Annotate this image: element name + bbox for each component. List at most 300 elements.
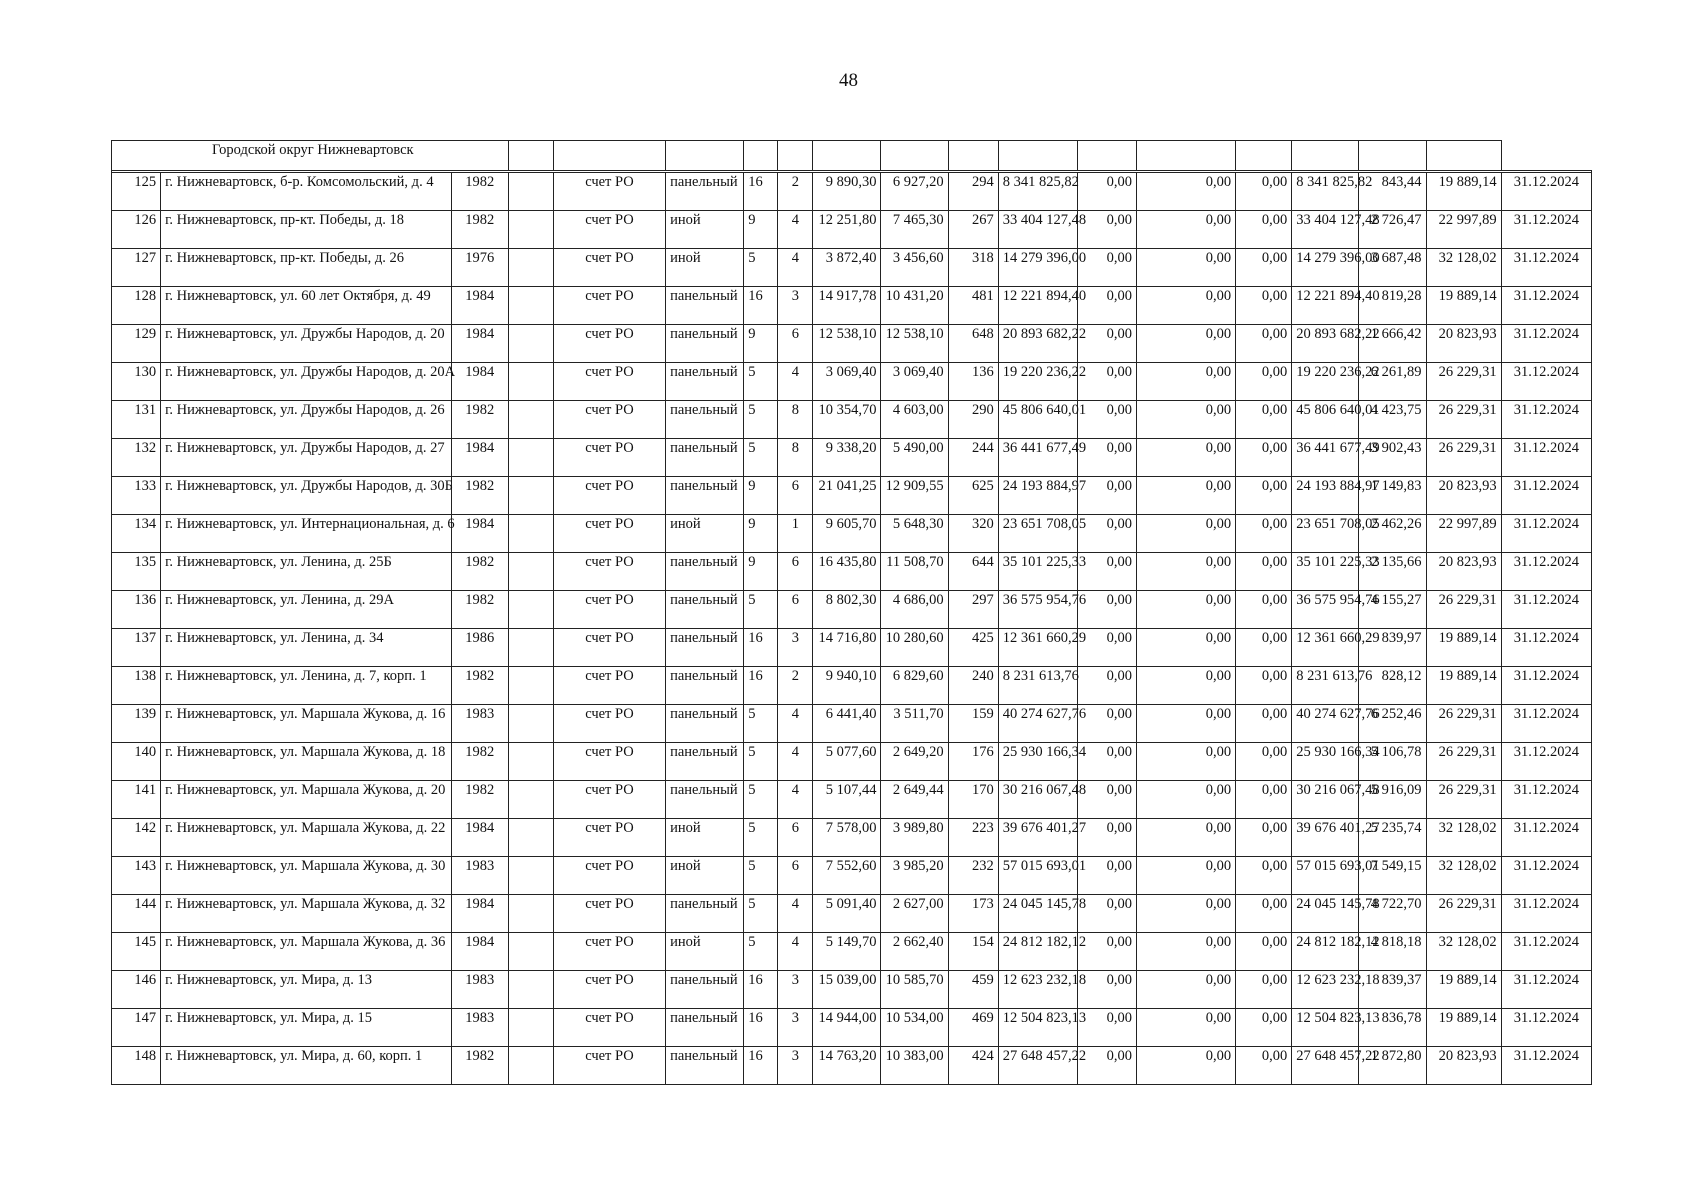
max-specific-cost-cell: 32 128,02: [1426, 249, 1501, 287]
blank-cell-cell: [508, 1047, 553, 1085]
floors-cell: 5: [744, 363, 778, 401]
fund-method-cell: счет РО: [553, 287, 665, 325]
cost-regional-cell: 0,00: [1136, 819, 1235, 857]
total-area-cell: 9 605,70: [813, 515, 881, 553]
floors-cell: 5: [744, 895, 778, 933]
cost-owners-cell: 19 220 236,22: [1292, 363, 1359, 401]
entrances-cell: 3: [778, 287, 813, 325]
year-built-cell: 1984: [451, 287, 508, 325]
deadline-cell: 31.12.2024: [1501, 1047, 1591, 1085]
specific-cost-cell: 4 423,75: [1359, 401, 1426, 439]
total-area-cell: 5 107,44: [813, 781, 881, 819]
total-cost-cell: 33 404 127,48: [998, 211, 1077, 249]
cost-federal-cell: 0,00: [1077, 553, 1136, 591]
address-cell: г. Нижневартовск, ул. Маршала Жукова, д. 16: [161, 705, 452, 743]
cost-regional-cell: 0,00: [1136, 173, 1235, 211]
cost-federal-cell: 0,00: [1077, 591, 1136, 629]
cost-regional-cell: 0,00: [1136, 591, 1235, 629]
cost-local-cell: 0,00: [1236, 591, 1292, 629]
residents-cell: 625: [948, 477, 998, 515]
fund-method-cell: счет РО: [553, 1047, 665, 1085]
total-area-cell: 14 944,00: [813, 1009, 881, 1047]
living-area-cell: 10 431,20: [881, 287, 948, 325]
year-built-cell: 1982: [451, 667, 508, 705]
blank-cell-cell: [508, 211, 553, 249]
table-row: [112, 819, 1592, 857]
living-area-cell: 12 538,10: [881, 325, 948, 363]
cost-federal-cell: 0,00: [1077, 325, 1136, 363]
cost-owners-cell: 8 231 613,76: [1292, 667, 1359, 705]
cost-owners-cell: 35 101 225,33: [1292, 553, 1359, 591]
residents-cell: 173: [948, 895, 998, 933]
residents-cell: 294: [948, 173, 998, 211]
wall-material-cell: панельный: [666, 781, 744, 819]
wall-material-cell: панельный: [666, 895, 744, 933]
blank-cell-cell: [508, 933, 553, 971]
specific-cost-cell: 1 666,42: [1359, 325, 1426, 363]
cost-regional-cell: 0,00: [1136, 553, 1235, 591]
fund-method-cell: счет РО: [553, 857, 665, 895]
cost-local-cell: 0,00: [1236, 1009, 1292, 1047]
fund-method-cell: счет РО: [553, 401, 665, 439]
living-area-cell: 3 456,60: [881, 249, 948, 287]
specific-cost-cell: 5 106,78: [1359, 743, 1426, 781]
specific-cost-cell: 4 818,18: [1359, 933, 1426, 971]
address-cell: г. Нижневартовск, ул. Дружбы Народов, д. 30Б: [161, 477, 452, 515]
floors-cell: 5: [744, 743, 778, 781]
residents-cell: 297: [948, 591, 998, 629]
deadline-cell: 31.12.2024: [1501, 249, 1591, 287]
year-built-cell: 1983: [451, 857, 508, 895]
cost-owners-cell: 14 279 396,00: [1292, 249, 1359, 287]
row-number-cell: 131: [112, 401, 161, 439]
residents-cell: 644: [948, 553, 998, 591]
cost-local-cell: 0,00: [1236, 173, 1292, 211]
blank-cell-cell: [508, 401, 553, 439]
cost-regional-cell: 0,00: [1136, 477, 1235, 515]
living-area-cell: 5 490,00: [881, 439, 948, 477]
cost-regional-cell: 0,00: [1136, 933, 1235, 971]
wall-material-cell: иной: [666, 933, 744, 971]
cost-owners-cell: 40 274 627,76: [1292, 705, 1359, 743]
cost-local-cell: 0,00: [1236, 287, 1292, 325]
cost-owners-cell: 30 216 067,48: [1292, 781, 1359, 819]
blank-cell-cell: [508, 439, 553, 477]
cost-local-cell: 0,00: [1236, 401, 1292, 439]
cost-regional-cell: 0,00: [1136, 363, 1235, 401]
total-area-cell: 21 041,25: [813, 477, 881, 515]
total-area-cell: 12 251,80: [813, 211, 881, 249]
cost-owners-cell: 24 812 182,12: [1292, 933, 1359, 971]
year-built-cell: 1982: [451, 591, 508, 629]
table-row: [112, 705, 1592, 743]
entrances-cell: 6: [778, 857, 813, 895]
deadline-cell: 31.12.2024: [1501, 477, 1591, 515]
total-cost-cell: 36 575 954,76: [998, 591, 1077, 629]
row-number-cell: 130: [112, 363, 161, 401]
max-specific-cost-cell: 19 889,14: [1426, 667, 1501, 705]
max-specific-cost-cell: 19 889,14: [1426, 971, 1501, 1009]
wall-material-cell: иной: [666, 857, 744, 895]
cost-owners-cell: 39 676 401,27: [1292, 819, 1359, 857]
floors-cell: 5: [744, 439, 778, 477]
total-cost-cell: 8 231 613,76: [998, 667, 1077, 705]
fund-method-cell: счет РО: [553, 933, 665, 971]
page-number: 48: [839, 70, 858, 91]
cost-federal-cell: 0,00: [1077, 629, 1136, 667]
cost-owners-cell: 23 651 708,05: [1292, 515, 1359, 553]
cost-federal-cell: 0,00: [1077, 857, 1136, 895]
max-specific-cost-cell: 20 823,93: [1426, 1047, 1501, 1085]
total-cost-cell: 12 504 823,13: [998, 1009, 1077, 1047]
year-built-cell: 1984: [451, 819, 508, 857]
total-cost-cell: 27 648 457,22: [998, 1047, 1077, 1085]
wall-material-cell: панельный: [666, 325, 744, 363]
fund-method-cell: счет РО: [553, 249, 665, 287]
total-area-cell: 15 039,00: [813, 971, 881, 1009]
row-number-cell: 147: [112, 1009, 161, 1047]
cost-regional-cell: 0,00: [1136, 971, 1235, 1009]
cost-regional-cell: 0,00: [1136, 781, 1235, 819]
deadline-cell: 31.12.2024: [1501, 971, 1591, 1009]
address-cell: г. Нижневартовск, б-р. Комсомольский, д. 4: [161, 173, 452, 211]
floors-cell: 5: [744, 249, 778, 287]
row-number-cell: 125: [112, 173, 161, 211]
total-cost-cell: 20 893 682,22: [998, 325, 1077, 363]
cost-local-cell: 0,00: [1236, 895, 1292, 933]
living-area-cell: 10 383,00: [881, 1047, 948, 1085]
wall-material-cell: панельный: [666, 363, 744, 401]
total-cost-cell: 23 651 708,05: [998, 515, 1077, 553]
living-area-cell: 4 686,00: [881, 591, 948, 629]
living-area-cell: 3 511,70: [881, 705, 948, 743]
floors-cell: 9: [744, 553, 778, 591]
row-number-cell: 144: [112, 895, 161, 933]
entrances-cell: 2: [778, 667, 813, 705]
floors-cell: 16: [744, 1047, 778, 1085]
cost-regional-cell: 0,00: [1136, 895, 1235, 933]
blank-cell-cell: [508, 1009, 553, 1047]
entrances-cell: 6: [778, 591, 813, 629]
total-cost-cell: 19 220 236,22: [998, 363, 1077, 401]
wall-material-cell: иной: [666, 249, 744, 287]
deadline-cell: 31.12.2024: [1501, 553, 1591, 591]
floors-cell: 5: [744, 705, 778, 743]
floors-cell: 9: [744, 211, 778, 249]
year-built-cell: 1983: [451, 1009, 508, 1047]
cost-owners-cell: 36 575 954,76: [1292, 591, 1359, 629]
year-built-cell: 1982: [451, 743, 508, 781]
cost-federal-cell: 0,00: [1077, 819, 1136, 857]
address-cell: г. Нижневартовск, ул. 60 лет Октября, д. 49: [161, 287, 452, 325]
cost-federal-cell: 0,00: [1077, 211, 1136, 249]
max-specific-cost-cell: 22 997,89: [1426, 211, 1501, 249]
living-area-cell: 6 829,60: [881, 667, 948, 705]
total-area-cell: 9 890,30: [813, 173, 881, 211]
cost-regional-cell: 0,00: [1136, 857, 1235, 895]
cost-federal-cell: 0,00: [1077, 515, 1136, 553]
total-area-cell: 5 149,70: [813, 933, 881, 971]
max-specific-cost-cell: 32 128,02: [1426, 819, 1501, 857]
floors-cell: 5: [744, 933, 778, 971]
entrances-cell: 3: [778, 1047, 813, 1085]
cost-federal-cell: 0,00: [1077, 477, 1136, 515]
blank-cell-cell: [508, 249, 553, 287]
entrances-cell: 4: [778, 895, 813, 933]
floors-cell: 5: [744, 591, 778, 629]
cost-owners-cell: 12 221 894,40: [1292, 287, 1359, 325]
row-number-cell: 134: [112, 515, 161, 553]
blank-cell-cell: [508, 819, 553, 857]
fund-method-cell: счет РО: [553, 363, 665, 401]
entrances-cell: 6: [778, 819, 813, 857]
year-built-cell: 1982: [451, 401, 508, 439]
total-cost-cell: 12 221 894,40: [998, 287, 1077, 325]
address-cell: г. Нижневартовск, ул. Маршала Жукова, д. 32: [161, 895, 452, 933]
table-row: [112, 743, 1592, 781]
residents-cell: 425: [948, 629, 998, 667]
address-cell: г. Нижневартовск, ул. Ленина, д. 25Б: [161, 553, 452, 591]
wall-material-cell: панельный: [666, 439, 744, 477]
total-cost-cell: 12 623 232,18: [998, 971, 1077, 1009]
blank-cell-cell: [508, 325, 553, 363]
total-cost-cell: 12 361 660,29: [998, 629, 1077, 667]
cost-local-cell: 0,00: [1236, 477, 1292, 515]
cost-regional-cell: 0,00: [1136, 401, 1235, 439]
cost-regional-cell: 0,00: [1136, 211, 1235, 249]
blank-cell-cell: [508, 477, 553, 515]
fund-method-cell: счет РО: [553, 743, 665, 781]
table-row: [112, 1009, 1592, 1047]
living-area-cell: 3 989,80: [881, 819, 948, 857]
fund-method-cell: счет РО: [553, 553, 665, 591]
max-specific-cost-cell: 26 229,31: [1426, 781, 1501, 819]
total-area-cell: 9 338,20: [813, 439, 881, 477]
cost-regional-cell: 0,00: [1136, 1047, 1235, 1085]
residents-cell: 176: [948, 743, 998, 781]
entrances-cell: 4: [778, 363, 813, 401]
cost-local-cell: 0,00: [1236, 667, 1292, 705]
living-area-cell: 2 649,20: [881, 743, 948, 781]
cost-local-cell: 0,00: [1236, 249, 1292, 287]
total-cost-cell: 24 045 145,78: [998, 895, 1077, 933]
total-cost-cell: 35 101 225,33: [998, 553, 1077, 591]
fund-method-cell: счет РО: [553, 895, 665, 933]
table-row: [112, 553, 1592, 591]
cost-owners-cell: 25 930 166,34: [1292, 743, 1359, 781]
total-area-cell: 16 435,80: [813, 553, 881, 591]
living-area-cell: 2 649,44: [881, 781, 948, 819]
wall-material-cell: иной: [666, 819, 744, 857]
row-number-cell: 137: [112, 629, 161, 667]
living-area-cell: 11 508,70: [881, 553, 948, 591]
total-area-cell: 7 552,60: [813, 857, 881, 895]
cost-regional-cell: 0,00: [1136, 1009, 1235, 1047]
year-built-cell: 1982: [451, 477, 508, 515]
total-cost-cell: 14 279 396,00: [998, 249, 1077, 287]
row-number-cell: 148: [112, 1047, 161, 1085]
wall-material-cell: панельный: [666, 173, 744, 211]
max-specific-cost-cell: 20 823,93: [1426, 477, 1501, 515]
cost-regional-cell: 0,00: [1136, 515, 1235, 553]
cost-local-cell: 0,00: [1236, 211, 1292, 249]
cost-regional-cell: 0,00: [1136, 629, 1235, 667]
cost-local-cell: 0,00: [1236, 439, 1292, 477]
residents-cell: 136: [948, 363, 998, 401]
specific-cost-cell: 1 872,80: [1359, 1047, 1426, 1085]
cost-owners-cell: 24 045 145,78: [1292, 895, 1359, 933]
deadline-cell: 31.12.2024: [1501, 515, 1591, 553]
cost-owners-cell: 36 441 677,49: [1292, 439, 1359, 477]
wall-material-cell: панельный: [666, 591, 744, 629]
deadline-cell: 31.12.2024: [1501, 895, 1591, 933]
cost-federal-cell: 0,00: [1077, 1047, 1136, 1085]
cost-federal-cell: 0,00: [1077, 1009, 1136, 1047]
specific-cost-cell: 5 916,09: [1359, 781, 1426, 819]
total-area-cell: 14 763,20: [813, 1047, 881, 1085]
living-area-cell: 3 985,20: [881, 857, 948, 895]
residents-cell: 481: [948, 287, 998, 325]
total-area-cell: 14 917,78: [813, 287, 881, 325]
residents-cell: 648: [948, 325, 998, 363]
total-cost-cell: 24 193 884,97: [998, 477, 1077, 515]
row-number-cell: 127: [112, 249, 161, 287]
residents-cell: 320: [948, 515, 998, 553]
specific-cost-cell: 6 252,46: [1359, 705, 1426, 743]
cost-federal-cell: 0,00: [1077, 971, 1136, 1009]
specific-cost-cell: 819,28: [1359, 287, 1426, 325]
year-built-cell: 1982: [451, 1047, 508, 1085]
specific-cost-cell: 843,44: [1359, 173, 1426, 211]
wall-material-cell: панельный: [666, 553, 744, 591]
entrances-cell: 2: [778, 173, 813, 211]
cost-local-cell: 0,00: [1236, 819, 1292, 857]
fund-method-cell: счет РО: [553, 819, 665, 857]
blank-cell-cell: [508, 629, 553, 667]
blank-cell-cell: [508, 553, 553, 591]
residents-cell: 232: [948, 857, 998, 895]
address-cell: г. Нижневартовск, ул. Дружбы Народов, д. 27: [161, 439, 452, 477]
floors-cell: 9: [744, 515, 778, 553]
fund-method-cell: счет РО: [553, 971, 665, 1009]
specific-cost-cell: 4 722,70: [1359, 895, 1426, 933]
total-area-cell: 5 091,40: [813, 895, 881, 933]
row-number-cell: 142: [112, 819, 161, 857]
floors-cell: 16: [744, 173, 778, 211]
address-cell: г. Нижневартовск, ул. Ленина, д. 7, корп. 1: [161, 667, 452, 705]
address-cell: г. Нижневартовск, ул. Маршала Жукова, д. 30: [161, 857, 452, 895]
table-row: [112, 591, 1592, 629]
fund-method-cell: счет РО: [553, 1009, 665, 1047]
cost-local-cell: 0,00: [1236, 325, 1292, 363]
living-area-cell: 10 585,70: [881, 971, 948, 1009]
specific-cost-cell: 4 155,27: [1359, 591, 1426, 629]
total-area-cell: 5 077,60: [813, 743, 881, 781]
fund-method-cell: счет РО: [553, 477, 665, 515]
deadline-cell: 31.12.2024: [1501, 211, 1591, 249]
entrances-cell: 4: [778, 743, 813, 781]
entrances-cell: 3: [778, 1009, 813, 1047]
total-cost-cell: 39 676 401,27: [998, 819, 1077, 857]
deadline-cell: 31.12.2024: [1501, 743, 1591, 781]
row-number-cell: 146: [112, 971, 161, 1009]
max-specific-cost-cell: 20 823,93: [1426, 553, 1501, 591]
deadline-cell: 31.12.2024: [1501, 591, 1591, 629]
residents-cell: 469: [948, 1009, 998, 1047]
wall-material-cell: панельный: [666, 743, 744, 781]
total-cost-cell: 30 216 067,48: [998, 781, 1077, 819]
cost-local-cell: 0,00: [1236, 553, 1292, 591]
max-specific-cost-cell: 19 889,14: [1426, 173, 1501, 211]
residents-cell: 223: [948, 819, 998, 857]
specific-cost-cell: 5 235,74: [1359, 819, 1426, 857]
entrances-cell: 3: [778, 971, 813, 1009]
year-built-cell: 1984: [451, 363, 508, 401]
wall-material-cell: панельный: [666, 629, 744, 667]
housing-registry-table: [111, 140, 1592, 1085]
max-specific-cost-cell: 19 889,14: [1426, 1009, 1501, 1047]
row-number-cell: 138: [112, 667, 161, 705]
fund-method-cell: счет РО: [553, 211, 665, 249]
table-row: [112, 287, 1592, 325]
fund-method-cell: счет РО: [553, 591, 665, 629]
deadline-cell: 31.12.2024: [1501, 667, 1591, 705]
cost-federal-cell: 0,00: [1077, 401, 1136, 439]
residents-cell: 244: [948, 439, 998, 477]
cost-owners-cell: 33 404 127,48: [1292, 211, 1359, 249]
floors-cell: 16: [744, 287, 778, 325]
table-row: [112, 895, 1592, 933]
cost-owners-cell: 20 893 682,22: [1292, 325, 1359, 363]
year-built-cell: 1982: [451, 173, 508, 211]
row-number-cell: 141: [112, 781, 161, 819]
fund-method-cell: счет РО: [553, 781, 665, 819]
address-cell: г. Нижневартовск, ул. Маршала Жукова, д. 18: [161, 743, 452, 781]
floors-cell: 16: [744, 971, 778, 1009]
entrances-cell: 4: [778, 781, 813, 819]
cost-local-cell: 0,00: [1236, 1047, 1292, 1085]
table-row: [112, 515, 1592, 553]
living-area-cell: 10 534,00: [881, 1009, 948, 1047]
total-area-cell: 14 716,80: [813, 629, 881, 667]
year-built-cell: 1983: [451, 705, 508, 743]
floors-cell: 16: [744, 1009, 778, 1047]
specific-cost-cell: 839,97: [1359, 629, 1426, 667]
wall-material-cell: иной: [666, 211, 744, 249]
cost-regional-cell: 0,00: [1136, 439, 1235, 477]
address-cell: г. Нижневартовск, ул. Дружбы Народов, д. 26: [161, 401, 452, 439]
region-header-row: [112, 141, 1592, 171]
entrances-cell: 1: [778, 515, 813, 553]
cost-local-cell: 0,00: [1236, 781, 1292, 819]
fund-method-cell: счет РО: [553, 439, 665, 477]
table-row: [112, 249, 1592, 287]
address-cell: г. Нижневартовск, ул. Мира, д. 13: [161, 971, 452, 1009]
region-title: Городской округ Нижневартовск: [112, 141, 509, 171]
total-area-cell: 6 441,40: [813, 705, 881, 743]
cost-federal-cell: 0,00: [1077, 781, 1136, 819]
residents-cell: 290: [948, 401, 998, 439]
wall-material-cell: панельный: [666, 477, 744, 515]
deadline-cell: 31.12.2024: [1501, 857, 1591, 895]
max-specific-cost-cell: 26 229,31: [1426, 439, 1501, 477]
blank-cell-cell: [508, 591, 553, 629]
max-specific-cost-cell: 32 128,02: [1426, 933, 1501, 971]
entrances-cell: 6: [778, 325, 813, 363]
address-cell: г. Нижневартовск, ул. Дружбы Народов, д. 20: [161, 325, 452, 363]
cost-regional-cell: 0,00: [1136, 249, 1235, 287]
specific-cost-cell: 6 261,89: [1359, 363, 1426, 401]
